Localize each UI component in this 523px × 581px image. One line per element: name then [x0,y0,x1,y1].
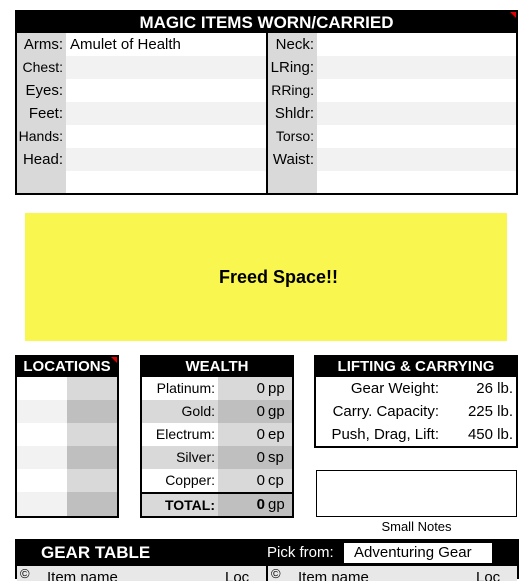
gear-col-loc: Loc [225,569,250,581]
push-drag-lift-value: 450 lb. [442,423,516,446]
wealth-total-value: 0 [218,494,268,516]
wealth-value-platinum[interactable]: 0 [218,377,268,400]
wealth-total-unit: gp [268,494,292,516]
lifting-title: LIFTING & CARRYING [316,357,516,377]
wealth-panel [140,355,294,518]
slot-label-rring: RRing: [268,79,317,102]
gear-table-panel [15,539,519,579]
wealth-value-silver[interactable]: 0 [218,446,268,469]
slot-label-torso: Torso: [268,125,317,148]
left-slots [17,33,266,193]
small-notes-input[interactable] [316,470,517,517]
wealth-unit-gold: gp [268,400,292,423]
wealth-unit-electrum: ep [268,423,292,446]
slot-label-chest: Chest: [17,56,66,79]
comment-marker-icon [510,12,516,18]
wealth-total-label: TOTAL: [142,494,218,516]
gear-weight-label: Gear Weight: [316,377,442,400]
carry-capacity-value: 225 lb. [442,400,516,423]
slot-value-feet[interactable] [66,102,266,125]
slot-value-extra[interactable] [66,171,266,193]
locations-panel [15,355,119,518]
slot-label-eyes: Eyes: [17,79,66,102]
gear-row-icon: © [20,566,30,581]
pick-from-label: Pick from: [267,544,334,561]
wealth-label-silver: Silver: [142,446,218,469]
slot-value-lring[interactable] [317,56,516,79]
gear-col-loc: Loc [476,569,501,581]
slot-label-lring: LRing: [268,56,317,79]
slot-value-hands[interactable] [66,125,266,148]
wealth-value-copper[interactable]: 0 [218,469,268,492]
wealth-unit-silver: sp [268,446,292,469]
pick-from-dropdown[interactable]: Adventuring Gear [344,543,492,563]
slot-label-extra-right [268,171,317,193]
slot-value-arms[interactable]: Amulet of Health [66,33,266,56]
slot-value-waist[interactable] [317,148,516,171]
wealth-unit-copper: cp [268,469,292,492]
gear-header-row [17,566,517,581]
magic-items-panel [15,10,518,195]
right-slots [268,33,516,193]
wealth-label-electrum: Electrum: [142,423,218,446]
wealth-value-electrum[interactable]: 0 [218,423,268,446]
carry-capacity-label: Carry. Capacity: [316,400,442,423]
comment-marker-icon [111,357,117,363]
wealth-title: WEALTH [142,357,292,377]
slot-label-waist: Waist: [268,148,317,171]
slot-label-head: Head: [17,148,66,171]
gear-col-item: Item name [298,569,369,581]
slot-value-extra-right[interactable] [317,171,516,193]
slot-label-neck: Neck: [268,33,317,56]
slot-value-eyes[interactable] [66,79,266,102]
push-drag-lift-label: Push, Drag, Lift: [316,423,442,446]
magic-items-title: MAGIC ITEMS WORN/CARRIED [17,12,516,33]
slot-label-feet: Feet: [17,102,66,125]
gear-header-right [268,566,517,581]
wealth-label-copper: Copper: [142,469,218,492]
wealth-value-gold[interactable]: 0 [218,400,268,423]
gear-header-left [17,566,266,581]
slot-value-rring[interactable] [317,79,516,102]
locations-grid[interactable] [17,377,117,516]
wealth-label-gold: Gold: [142,400,218,423]
slot-value-shldr[interactable] [317,102,516,125]
wealth-label-platinum: Platinum: [142,377,218,400]
slot-label-arms: Arms: [17,33,66,56]
gear-table-title: GEAR TABLE [41,543,151,562]
slot-value-head[interactable] [66,148,266,171]
wealth-unit-platinum: pp [268,377,292,400]
slot-label-hands: Hands: [17,125,66,148]
slot-label-extra [17,171,66,193]
lifting-panel [314,355,518,448]
slot-value-torso[interactable] [317,125,516,148]
locations-title: LOCATIONS [17,357,117,377]
slot-value-chest[interactable] [66,56,266,79]
gear-weight-value: 26 lb. [442,377,516,400]
slot-label-shldr: Shldr: [268,102,317,125]
freed-space-text: Freed Space!! [218,267,339,287]
small-notes-label: Small Notes [381,519,452,534]
slot-value-neck[interactable] [317,33,516,56]
gear-col-item: Item name [47,569,118,581]
gear-row-icon: © [271,566,281,581]
